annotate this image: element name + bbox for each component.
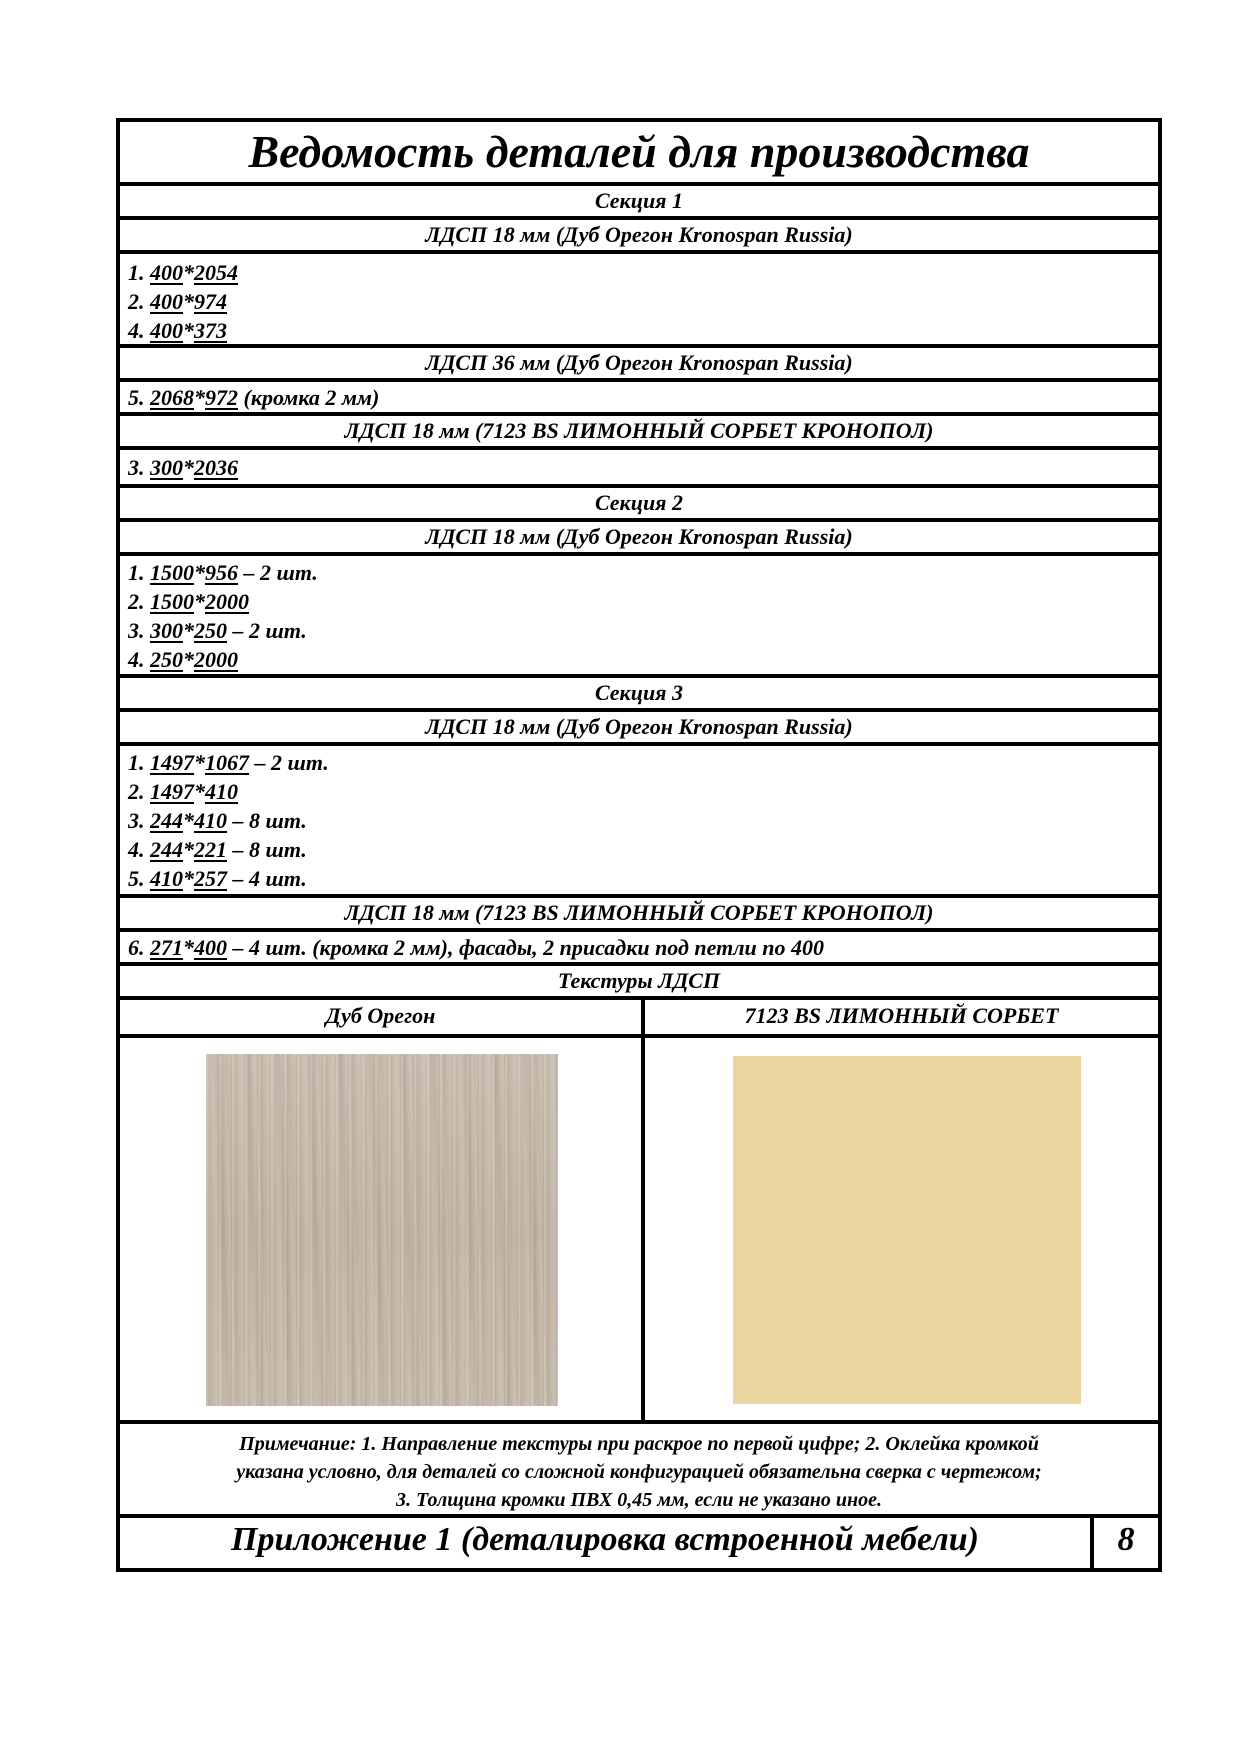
part-line: [128, 558, 1158, 587]
part-dimension-b: 250: [194, 618, 227, 643]
section-1-header: Секция 1: [120, 186, 1158, 220]
page-number: 8: [1117, 1521, 1135, 1558]
lemon-texture-swatch: [733, 1056, 1081, 1404]
part-separator: *: [183, 808, 194, 833]
section-3-header: Секция 3: [120, 678, 1158, 712]
part-dimension-b: 1067: [205, 750, 249, 775]
footer-title: Приложение 1 (деталировка встроенной мебели): [231, 1521, 979, 1558]
part-line: [128, 287, 1158, 316]
textures-labels-row: [120, 1000, 1158, 1038]
section-1-material-2: ЛДСП 36 мм (Дуб Орегон Kronospan Russia): [120, 348, 1158, 382]
part-note: – 2 шт.: [227, 618, 307, 643]
part-number: 1.: [128, 750, 150, 775]
part-line: [128, 806, 1158, 835]
part-dimension-a: 300: [150, 455, 183, 480]
part-number: 2.: [128, 589, 150, 614]
part-separator: *: [183, 455, 194, 480]
part-dimension-b: 2000: [194, 647, 238, 672]
part-dimension-a: 271: [150, 935, 183, 960]
part-number: 4.: [128, 647, 150, 672]
oak-swatch-cell: [120, 1038, 641, 1420]
part-dimension-b: 2036: [194, 455, 238, 480]
part-dimension-b: 400: [194, 935, 227, 960]
part-dimension-b: 2054: [194, 260, 238, 285]
part-separator: *: [183, 260, 194, 285]
note-line-2: указана условно, для деталей со сложной конфигурацией обязательна сверка с чертежом;: [236, 1461, 1042, 1483]
part-note: – 4 шт.: [227, 866, 307, 891]
part-dimension-b: 974: [194, 289, 227, 314]
part-number: 2.: [128, 779, 150, 804]
section-1-parts-list-2: [120, 382, 1158, 416]
footer: [120, 1518, 1158, 1568]
part-separator: *: [183, 618, 194, 643]
part-dimension-b: 956: [205, 560, 238, 585]
part-dimension-a: 400: [150, 289, 183, 314]
part-dimension-b: 221: [194, 837, 227, 862]
part-number: 1.: [128, 260, 150, 285]
part-separator: *: [194, 750, 205, 775]
part-line: [128, 258, 1158, 287]
part-dimension-b: 410: [205, 779, 238, 804]
section-3-material-2: ЛДСП 18 мм (7123 BS ЛИМОННЫЙ СОРБЕТ КРОНОПОЛ): [120, 898, 1158, 932]
part-line: [128, 587, 1158, 616]
section-3-parts-list-1: [120, 746, 1158, 898]
texture-label-oak: Дуб Орегон: [325, 1003, 436, 1028]
section-2-parts-list-1: [120, 556, 1158, 678]
part-dimension-a: 400: [150, 260, 183, 285]
part-dimension-a: 1497: [150, 779, 194, 804]
part-note: – 2 шт.: [238, 560, 318, 585]
section-2-material-1: ЛДСП 18 мм (Дуб Орегон Kronospan Russia): [120, 522, 1158, 556]
section-3-material-1: ЛДСП 18 мм (Дуб Орегон Kronospan Russia): [120, 712, 1158, 746]
part-number: 1.: [128, 560, 150, 585]
section-3-parts-list-2: [120, 932, 1158, 966]
part-dimension-a: 1500: [150, 589, 194, 614]
part-line: [128, 835, 1158, 864]
part-note: – 2 шт.: [249, 750, 329, 775]
oak-texture-swatch: [206, 1054, 558, 1406]
part-dimension-a: 1497: [150, 750, 194, 775]
part-number: 2.: [128, 289, 150, 314]
part-separator: *: [183, 289, 194, 314]
part-number: 4.: [128, 837, 150, 862]
part-note: – 8 шт.: [227, 837, 307, 862]
part-dimension-a: 2068: [150, 385, 194, 410]
part-separator: *: [183, 935, 194, 960]
part-dimension-a: 400: [150, 318, 183, 343]
textures-header: Текстуры ЛДСП: [120, 966, 1158, 1000]
part-separator: *: [194, 385, 205, 410]
part-separator: *: [183, 318, 194, 343]
page-title: Ведомость деталей для производства: [120, 122, 1158, 186]
part-dimension-a: 410: [150, 866, 183, 891]
part-line: [128, 777, 1158, 806]
part-number: 5.: [128, 866, 150, 891]
section-1-material-1: ЛДСП 18 мм (Дуб Орегон Kronospan Russia): [120, 220, 1158, 254]
part-line: [128, 453, 1158, 482]
part-number: 6.: [128, 935, 150, 960]
part-line: [128, 645, 1158, 674]
section-1-parts-list-3: [120, 450, 1158, 488]
note-line-3: 3. Толщина кромки ПВХ 0,45 мм, если не указано иное.: [395, 1489, 882, 1511]
part-separator: *: [194, 589, 205, 614]
textures-swatches-row: [120, 1038, 1158, 1424]
part-dimension-a: 244: [150, 808, 183, 833]
part-dimension-b: 2000: [205, 589, 249, 614]
part-dimension-b: 410: [194, 808, 227, 833]
part-dimension-a: 1500: [150, 560, 194, 585]
part-dimension-a: 244: [150, 837, 183, 862]
part-line: [128, 616, 1158, 645]
part-dimension-b: 373: [194, 318, 227, 343]
texture-label-lemon: 7123 BS ЛИМОННЫЙ СОРБЕТ: [744, 1003, 1059, 1028]
part-note: – 8 шт.: [227, 808, 307, 833]
part-separator: *: [183, 866, 194, 891]
part-number: 4.: [128, 318, 150, 343]
part-line: [128, 748, 1158, 777]
part-dimension-b: 972: [205, 385, 238, 410]
part-dimension-b: 257: [194, 866, 227, 891]
section-1-material-3: ЛДСП 18 мм (7123 BS ЛИМОННЫЙ СОРБЕТ КРОНОПОЛ): [120, 416, 1158, 450]
part-dimension-a: 250: [150, 647, 183, 672]
part-dimension-a: 300: [150, 618, 183, 643]
part-line: [128, 383, 1158, 412]
part-number: 5.: [128, 385, 150, 410]
part-line: [128, 864, 1158, 893]
part-line: [128, 933, 1158, 962]
document-frame: [116, 118, 1162, 1572]
part-separator: *: [183, 837, 194, 862]
section-2-header: Секция 2: [120, 488, 1158, 522]
part-note: – 4 шт. (кромка 2 мм), фасады, 2 присадки под петли по 400: [227, 935, 825, 960]
note-block: [120, 1424, 1158, 1518]
lemon-swatch-cell: [645, 1038, 1158, 1420]
part-number: 3.: [128, 618, 150, 643]
part-number: 3.: [128, 808, 150, 833]
part-separator: *: [183, 647, 194, 672]
part-separator: *: [194, 779, 205, 804]
note-line-1: Примечание: 1. Направление текстуры при раскрое по первой цифре; 2. Оклейка кромкой: [239, 1433, 1039, 1455]
section-1-parts-list-1: [120, 254, 1158, 348]
part-separator: *: [194, 560, 205, 585]
part-number: 3.: [128, 455, 150, 480]
part-note: (кромка 2 мм): [238, 385, 380, 410]
part-line: [128, 316, 1158, 345]
